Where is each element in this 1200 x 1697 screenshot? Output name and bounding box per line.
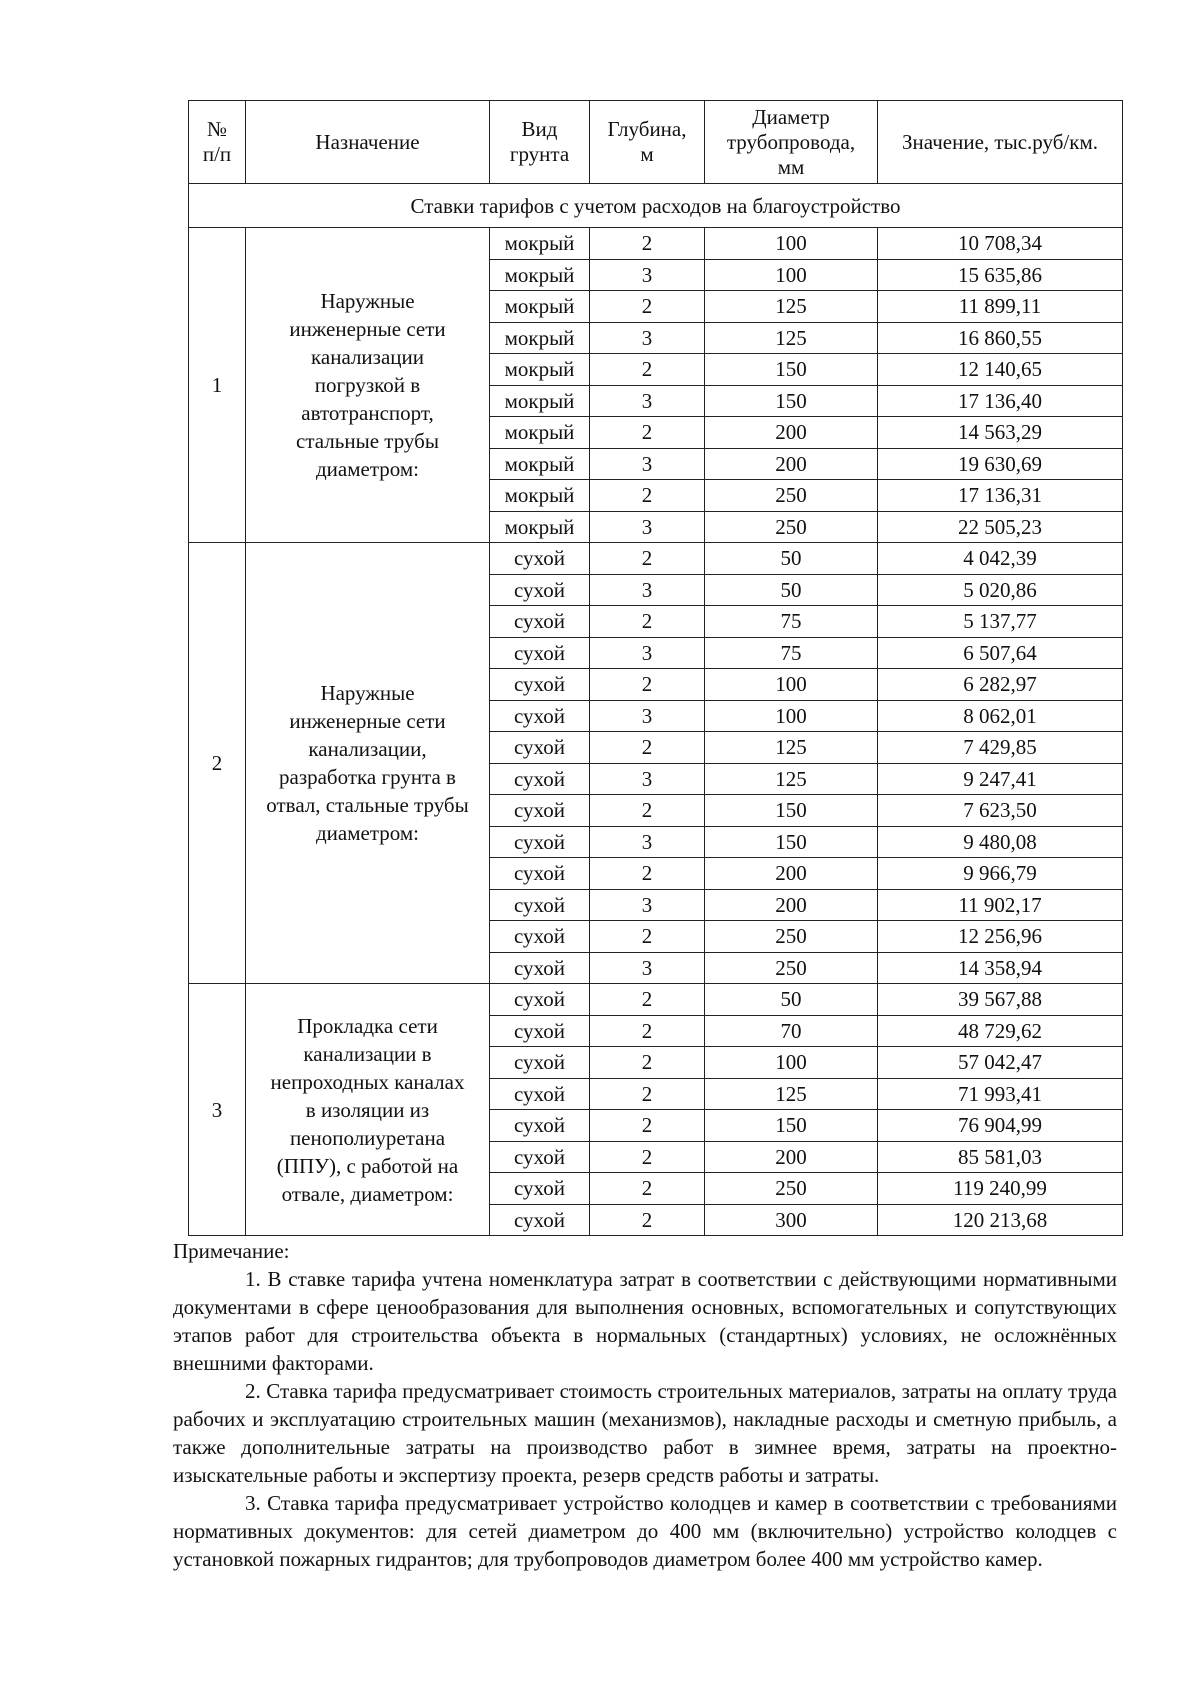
cell-depth: 3 [590, 385, 705, 417]
cell-diameter: 150 [705, 826, 878, 858]
cell-diameter: 125 [705, 763, 878, 795]
cell-value: 15 635,86 [878, 259, 1123, 291]
notes-title: Примечание: [173, 1239, 290, 1263]
cell-depth: 2 [590, 228, 705, 260]
cell-diameter: 50 [705, 574, 878, 606]
cell-diameter: 50 [705, 543, 878, 575]
cell-depth: 2 [590, 1204, 705, 1236]
header-num [189, 101, 246, 184]
cell-value: 85 581,03 [878, 1141, 1123, 1173]
cell-value: 120 213,68 [878, 1204, 1123, 1236]
cell-value: 71 993,41 [878, 1078, 1123, 1110]
group-number: 2 [189, 543, 246, 984]
cell-soil: сухой [490, 1078, 590, 1110]
header-row [189, 101, 1123, 184]
group-description-line: (ППУ), с работой на [276, 1153, 459, 1178]
cell-diameter: 50 [705, 984, 878, 1016]
group-description-line: диаметром: [315, 821, 419, 845]
cell-value: 11 902,17 [878, 889, 1123, 921]
note-item: 3. Ставка тарифа предусматривает устройство колодцев и камер в соответствии с требованиями нормативных документов: для сетей диаметром до 400 мм (включительно) устройство колодцев с установкой пожарных гидрантов; для трубопроводов диаметром более 400 мм устройство камер. [173, 1491, 1117, 1571]
notes [173, 1237, 1117, 1573]
cell-soil: сухой [490, 984, 590, 1016]
header-soil [490, 101, 590, 184]
header-diameter [705, 101, 878, 184]
cell-soil: сухой [490, 700, 590, 732]
section-title: Ставки тарифов с учетом расходов на благоустройство [189, 184, 1123, 228]
group-description-line: отвале, диаметром: [281, 1181, 454, 1206]
cell-soil: сухой [490, 952, 590, 984]
cell-diameter: 125 [705, 322, 878, 354]
table-row [189, 543, 1123, 575]
group-description [246, 984, 490, 1236]
cell-diameter: 250 [705, 1173, 878, 1205]
cell-soil: сухой [490, 637, 590, 669]
cell-value: 7 623,50 [878, 795, 1123, 827]
cell-diameter: 200 [705, 417, 878, 449]
cell-depth: 2 [590, 1078, 705, 1110]
cell-depth: 3 [590, 763, 705, 795]
group-description-line: разработка грунта в [279, 765, 456, 789]
cell-diameter: 75 [705, 637, 878, 669]
cell-diameter: 200 [705, 858, 878, 890]
cell-depth: 3 [590, 259, 705, 291]
cell-soil: сухой [490, 1047, 590, 1079]
cell-soil: сухой [490, 732, 590, 764]
cell-soil: мокрый [490, 354, 590, 386]
cell-value: 9 480,08 [878, 826, 1123, 858]
cell-depth: 2 [590, 354, 705, 386]
cell-soil: мокрый [490, 228, 590, 260]
cell-soil: мокрый [490, 511, 590, 543]
tariff-table [188, 100, 1123, 1236]
cell-depth: 2 [590, 858, 705, 890]
cell-soil: мокрый [490, 448, 590, 480]
cell-soil: сухой [490, 1015, 590, 1047]
cell-diameter: 100 [705, 700, 878, 732]
group-description [246, 543, 490, 984]
cell-diameter: 70 [705, 1015, 878, 1047]
cell-depth: 3 [590, 826, 705, 858]
cell-value: 16 860,55 [878, 322, 1123, 354]
group-description-line: инженерные сети [289, 317, 446, 341]
cell-soil: сухой [490, 543, 590, 575]
header-depth-line: м [640, 142, 654, 166]
header-purpose: Назначение [246, 101, 490, 184]
cell-value: 19 630,69 [878, 448, 1123, 480]
header-depth-line: Глубина, [607, 117, 687, 141]
cell-depth: 2 [590, 1015, 705, 1047]
cell-soil: сухой [490, 795, 590, 827]
cell-soil: сухой [490, 1204, 590, 1236]
cell-value: 14 563,29 [878, 417, 1123, 449]
cell-value: 6 282,97 [878, 669, 1123, 701]
cell-diameter: 125 [705, 732, 878, 764]
cell-value: 39 567,88 [878, 984, 1123, 1016]
cell-depth: 2 [590, 732, 705, 764]
cell-soil: мокрый [490, 322, 590, 354]
cell-depth: 3 [590, 889, 705, 921]
cell-value: 9 247,41 [878, 763, 1123, 795]
header-num-line: п/п [202, 142, 232, 166]
group-description-line: канализации, [308, 737, 427, 761]
cell-soil: мокрый [490, 417, 590, 449]
header-diameter-line: Диаметр [752, 104, 830, 129]
group-description-line: стальные трубы [296, 429, 439, 453]
cell-depth: 2 [590, 480, 705, 512]
cell-value: 48 729,62 [878, 1015, 1123, 1047]
cell-value: 12 256,96 [878, 921, 1123, 953]
header-num-line: № [206, 117, 228, 141]
cell-depth: 2 [590, 543, 705, 575]
cell-diameter: 300 [705, 1204, 878, 1236]
cell-diameter: 150 [705, 354, 878, 386]
group-number: 3 [189, 984, 246, 1236]
cell-soil: сухой [490, 1141, 590, 1173]
group-description-line: непроходных каналах [270, 1069, 465, 1094]
cell-value: 17 136,40 [878, 385, 1123, 417]
cell-diameter: 200 [705, 448, 878, 480]
cell-depth: 2 [590, 606, 705, 638]
cell-value: 8 062,01 [878, 700, 1123, 732]
cell-value: 10 708,34 [878, 228, 1123, 260]
group-description-line: канализации [311, 345, 424, 369]
cell-soil: мокрый [490, 385, 590, 417]
header-soil-line: грунта [509, 142, 570, 166]
table-row [189, 984, 1123, 1016]
cell-depth: 2 [590, 1173, 705, 1205]
cell-diameter: 125 [705, 291, 878, 323]
cell-value: 76 904,99 [878, 1110, 1123, 1142]
cell-value: 5 137,77 [878, 606, 1123, 638]
group-description-line: инженерные сети [289, 709, 446, 733]
cell-diameter: 150 [705, 1110, 878, 1142]
cell-soil: сухой [490, 763, 590, 795]
cell-soil: сухой [490, 889, 590, 921]
header-value: Значение, тыс.руб/км. [878, 101, 1123, 184]
cell-soil: сухой [490, 574, 590, 606]
cell-diameter: 100 [705, 669, 878, 701]
cell-diameter: 75 [705, 606, 878, 638]
cell-depth: 3 [590, 574, 705, 606]
cell-soil: сухой [490, 921, 590, 953]
cell-depth: 3 [590, 322, 705, 354]
group-description-line: канализации в [303, 1041, 432, 1066]
group-description-line: автотранспорт, [301, 401, 434, 425]
cell-diameter: 100 [705, 1047, 878, 1079]
cell-soil: мокрый [490, 259, 590, 291]
cell-depth: 2 [590, 1047, 705, 1079]
cell-value: 9 966,79 [878, 858, 1123, 890]
cell-value: 7 429,85 [878, 732, 1123, 764]
header-soil-line: Вид [521, 117, 558, 141]
cell-diameter: 200 [705, 1141, 878, 1173]
cell-value: 14 358,94 [878, 952, 1123, 984]
cell-soil: мокрый [490, 480, 590, 512]
cell-depth: 2 [590, 984, 705, 1016]
cell-soil: сухой [490, 1173, 590, 1205]
cell-value: 11 899,11 [878, 291, 1123, 323]
header-depth [590, 101, 705, 184]
cell-diameter: 250 [705, 511, 878, 543]
group-description-line: диаметром: [315, 457, 419, 481]
cell-soil: сухой [490, 1110, 590, 1142]
cell-depth: 2 [590, 1141, 705, 1173]
cell-depth: 3 [590, 448, 705, 480]
cell-value: 4 042,39 [878, 543, 1123, 575]
cell-soil: сухой [490, 669, 590, 701]
cell-depth: 2 [590, 921, 705, 953]
cell-diameter: 100 [705, 259, 878, 291]
group-description-line: погрузкой в [314, 373, 421, 397]
cell-diameter: 250 [705, 952, 878, 984]
cell-depth: 3 [590, 952, 705, 984]
header-diameter-line: трубопровода, [726, 129, 856, 154]
header-diameter-line: мм [777, 154, 805, 179]
note-item: 1. В ставке тарифа учтена номенклатура затрат в соответствии с действующими нормативными документами в сфере ценообразования для выполнения основных, вспомогательных и сопутствующих этапов работ для строительства объекта в нормальных (стандартных) условиях, не осложнённых внешними факторами. [173, 1267, 1117, 1375]
cell-soil: мокрый [490, 291, 590, 323]
table-body [189, 184, 1123, 1236]
cell-soil: сухой [490, 858, 590, 890]
cell-value: 6 507,64 [878, 637, 1123, 669]
cell-diameter: 250 [705, 480, 878, 512]
group-description [246, 228, 490, 543]
note-item: 2. Ставка тарифа предусматривает стоимость строительных материалов, затраты на оплату труда рабочих и эксплуатацию строительных машин (механизмов), накладные расходы и сметную прибыль, а также дополнительные затраты на производство работ в зимнее время, затраты на проектно-изыскательные работы и экспертизу проекта, резерв средств работы и затраты. [173, 1379, 1117, 1487]
cell-value: 22 505,23 [878, 511, 1123, 543]
cell-depth: 3 [590, 637, 705, 669]
cell-depth: 2 [590, 795, 705, 827]
cell-diameter: 200 [705, 889, 878, 921]
cell-diameter: 150 [705, 385, 878, 417]
cell-value: 119 240,99 [878, 1173, 1123, 1205]
cell-value: 5 020,86 [878, 574, 1123, 606]
cell-soil: сухой [490, 826, 590, 858]
group-description-line: пенополиуретана [289, 1125, 446, 1150]
cell-diameter: 150 [705, 795, 878, 827]
cell-depth: 2 [590, 417, 705, 449]
cell-value: 12 140,65 [878, 354, 1123, 386]
group-description-line: отвал, стальные трубы [266, 793, 469, 817]
cell-value: 17 136,31 [878, 480, 1123, 512]
group-description-line: Прокладка сети [297, 1013, 438, 1038]
cell-depth: 3 [590, 700, 705, 732]
table-row [189, 228, 1123, 260]
group-description-line: в изоляции из [305, 1097, 430, 1122]
group-description-line: Наружные [320, 289, 415, 313]
cell-diameter: 100 [705, 228, 878, 260]
cell-diameter: 125 [705, 1078, 878, 1110]
cell-depth: 3 [590, 511, 705, 543]
cell-depth: 2 [590, 669, 705, 701]
cell-soil: сухой [490, 606, 590, 638]
cell-depth: 2 [590, 291, 705, 323]
section-row [189, 184, 1123, 228]
cell-diameter: 250 [705, 921, 878, 953]
cell-depth: 2 [590, 1110, 705, 1142]
group-description-line: Наружные [320, 681, 415, 705]
group-number: 1 [189, 228, 246, 543]
cell-value: 57 042,47 [878, 1047, 1123, 1079]
